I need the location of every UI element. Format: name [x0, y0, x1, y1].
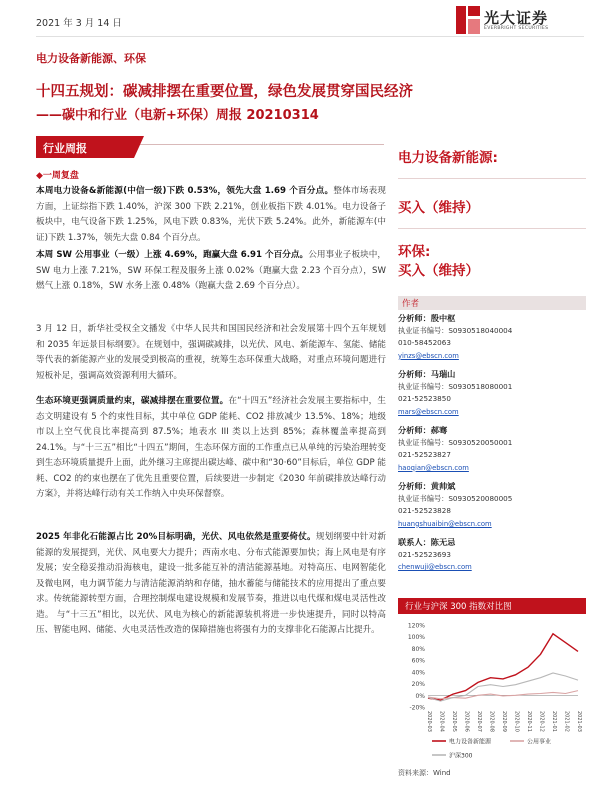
contact-name: 联系人：陈无忌 [398, 537, 456, 547]
chart-source: 资料来源：Wind [398, 769, 451, 777]
y-tick-label: 0% [415, 692, 425, 700]
rating-divider-2 [398, 228, 586, 229]
section-tab: 行业周报 [36, 136, 134, 158]
y-tick-label: -20% [409, 704, 425, 712]
header-divider [36, 36, 584, 37]
analyst-card-4 [398, 480, 586, 530]
analyst-2-phone: 021-52523850 [398, 394, 451, 404]
analyst-3-phone: 021-52523827 [398, 450, 451, 460]
legend-label-3: 沪深300 [449, 752, 473, 760]
x-tick-label: 2021-03 [576, 711, 582, 732]
paragraph-2 [36, 248, 386, 295]
y-tick-label: 100% [407, 634, 425, 642]
analyst-3-email[interactable]: haoqian@ebscn.com [398, 463, 469, 472]
y-tick-label: 120% [407, 622, 425, 630]
analyst-4-cert: 执业证书编号：S0930520080005 [398, 493, 513, 503]
y-tick-label: 20% [411, 681, 425, 689]
analyst-1-email[interactable]: yinzs@ebscn.com [398, 351, 459, 360]
x-tick-label: 2020-07 [476, 711, 482, 732]
y-tick-label: 60% [411, 657, 425, 665]
x-tick-label: 2020-10 [513, 711, 520, 732]
analyst-4-name: 分析师：黄帅斌 [398, 481, 456, 491]
analyst-2-email[interactable]: mars@ebscn.com [398, 407, 459, 416]
x-tick-label: 2020-03 [426, 711, 432, 732]
logo-subtitle: EVERBRIGHT SECURITIES [484, 26, 549, 31]
sector-2-rating: 买入（维持） [398, 263, 479, 279]
analyst-1-phone: 010-58452063 [398, 338, 451, 348]
paragraph-5-lead: 2025 年非化石能源占比 20%目标明确，光伏、风电依然是重要倚仗。 [36, 532, 316, 542]
paragraph-4 [36, 394, 386, 503]
analyst-2-cert: 执业证书编号：S0930518080001 [398, 381, 513, 391]
sector-1-name: 电力设备新能源: [398, 150, 498, 166]
paragraph-5-body: 规划纲要中针对新能源的发展提到，光伏、风电要大力提升；西南水电、分布式能源要加快；海上风电是有序发展；安全稳妥推动沿海核电，建设一批多能互补的清洁能源基地。对特高压、电网智能化及微电网，电力调节能力与清洁能源消纳和存储，抽水蓄能与储能技术的应用提出了重点要求。传统能源转型方面，合理控制煤电建设规模和发展节奏，推进以电代煤和煤电灵活性改造。 与“十三五”相比，以光伏、风电为核心的新能源装机将进一步快速提升，同时以特高压、智能电网、储能、火电灵活性改造的保障措施也将强有力的支撑非化石能源占比提升。 [36, 532, 386, 635]
weekly-review-heading: ◆一周复盘 [36, 171, 79, 181]
everbright-logo [456, 6, 576, 36]
analyst-card-2 [398, 368, 586, 418]
analyst-2-name: 分析师：马瑞山 [398, 369, 456, 379]
paragraph-1 [36, 184, 386, 246]
logo-name: 光大证券 [484, 9, 549, 27]
legend-label-2: 公用事业 [527, 738, 552, 746]
x-tick-label: 2021-02 [563, 711, 570, 732]
paragraph-1-body: 整体市场表现方面，上证综指下跌 1.40%，沪深 300 下跌 2.21%，创业板指下跌 4.01%。电力设备子板块中，电气设备下跌 1.25%，风电下跌 0.83%，光伏下跌 5.24%。此外，新能源车(中证)下跌 1.37%，领先大盘 0.84 个百分点。 [36, 186, 386, 243]
y-tick-label: 80% [411, 645, 425, 653]
rating-divider-1 [398, 178, 586, 179]
analyst-1-name: 分析师：殷中枢 [398, 313, 456, 323]
x-tick-label: 2020-04 [438, 711, 445, 732]
x-tick-label: 2020-12 [538, 711, 545, 732]
paragraph-2-body: 公用事业子板块中，SW 电力上涨 7.21%，SW 环保工程及服务上涨 0.02%（跑赢大盘 2.23 个百分点），SW 燃气上涨 0.18%，SW 水务上涨 0.48%（跑赢大盘 2.69 个百分点）。 [36, 250, 386, 291]
report-subtitle: ——碳中和行业（电新+环保）周报 20210314 [36, 108, 319, 123]
contact-email[interactable]: chenwuji@ebscn.com [398, 563, 472, 572]
paragraph-5 [36, 530, 386, 639]
paragraph-3 [36, 322, 386, 384]
report-category: 电力设备新能源、环保 [36, 52, 146, 65]
analyst-card-3 [398, 424, 586, 474]
chart-title: 行业与沪深 300 指数对比图 [398, 598, 586, 614]
analyst-4-email[interactable]: huangshuaibin@ebscn.com [398, 519, 492, 528]
x-tick-label: 2020-08 [488, 711, 495, 732]
series-line-3 [428, 673, 578, 701]
x-tick-label: 2020-06 [463, 711, 470, 732]
section-tab-tail [134, 136, 144, 158]
x-tick-label: 2021-01 [551, 711, 557, 732]
contact-card [398, 536, 586, 574]
contact-phone: 021-52523693 [398, 549, 451, 559]
x-tick-label: 2020-05 [451, 711, 457, 732]
analyst-card-1 [398, 312, 586, 362]
y-tick-label: 40% [411, 669, 425, 677]
x-tick-label: 2020-11 [526, 711, 532, 732]
series-line-1 [428, 634, 578, 700]
analyst-4-phone: 021-52523828 [398, 506, 451, 516]
legend-label-1: 电力设备新能源 [449, 738, 492, 746]
report-date: 2021 年 3 月 14 日 [36, 18, 122, 29]
x-tick-label: 2020-09 [501, 711, 507, 732]
paragraph-4-body: 在“十四五”经济社会发展主要指标中，生态文明建设有 5 个约束性目标，其中单位 GDP 能耗、CO2 排放减少 13.5%、18%；地级市以上空气优良比率提高到 87.5%；地表水 III 类以上达到 85%；森林覆盖率提高到 24.1%。与“十三五”相比“十四五”期间，生态环保方面的工作重点已从单纯的污染治理转变到生态环境质量提升上面，此外继习主席提出碳达峰、碳中和“30·60”目标后，单位 GDP 能耗、CO2 的约束也摆在了优先且重要位置，后续要进一步制定《2030 年前碳排放达峰行动方案》，并将达峰行动有关工作纳入中央环保督察。 [36, 396, 386, 499]
paragraph-3-body: 3 月 12 日，新华社受权全文播发《中华人民共和国国民经济和社会发展第十四个五年规划和 2035 年远景目标纲要》。在规划中，强调碳减排，以光伏、风电、新能源车、氢能、储能等代表的新能源产业的发展受到极高的重视，统筹生态环保重大战略，对重点环境问题进行短板补足，强调高效资源利用大循环。 [36, 324, 386, 381]
sector-1-rating: 买入（维持） [398, 200, 479, 216]
index-comparison-chart [398, 617, 586, 767]
analyst-3-name: 分析师：郝骞 [398, 425, 448, 435]
paragraph-1-lead: 本周电力设备&新能源(中信一级)下跌 0.53%，领先大盘 1.69 个百分点。 [36, 186, 334, 196]
report-title: 十四五规划：碳减排摆在重要位置，绿色发展贯穿国民经济 [36, 84, 413, 100]
sector-2-name: 环保: [398, 244, 431, 260]
paragraph-2-lead: 本周 SW 公用事业（一级）上涨 4.69%，跑赢大盘 6.91 个百分点。 [36, 250, 309, 260]
paragraph-4-lead: 生态环境更强调质量约束，碳减排摆在重要位置。 [36, 396, 229, 406]
analyst-1-cert: 执业证书编号：S0930518040004 [398, 325, 513, 335]
logo-mark-icon [456, 6, 480, 34]
analyst-3-cert: 执业证书编号：S0930520050001 [398, 437, 513, 447]
chart-svg [398, 617, 586, 767]
authors-label: 作者 [398, 296, 586, 310]
